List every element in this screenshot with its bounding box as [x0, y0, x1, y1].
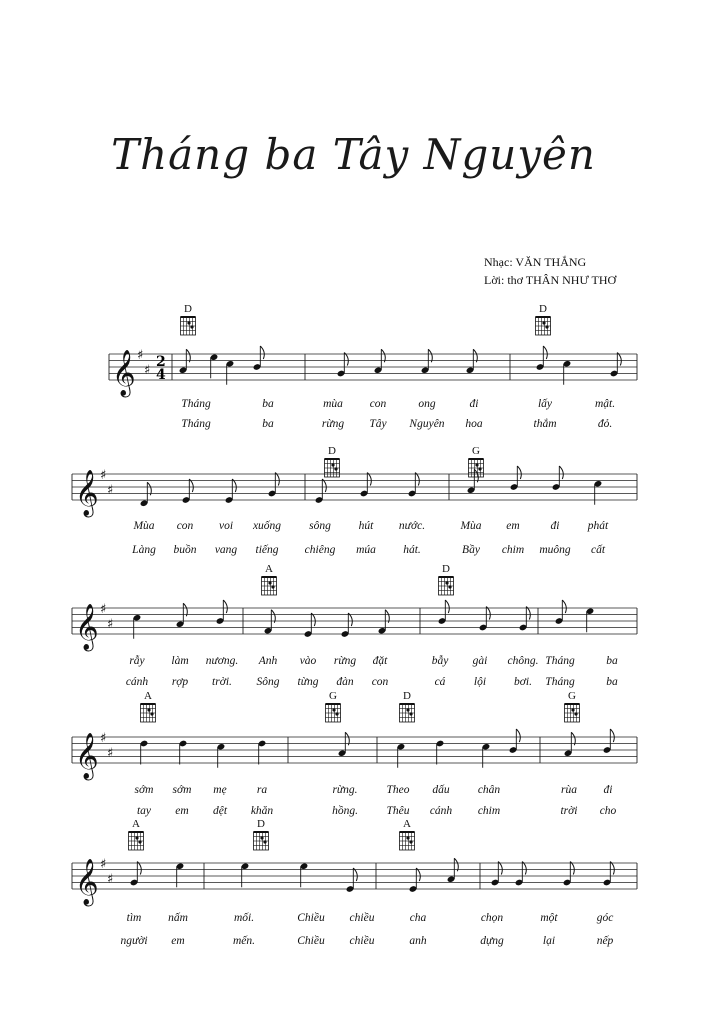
sharp-icon: ♯: [100, 468, 107, 483]
staff-system-5: [72, 832, 637, 907]
lyric-syllable: Sông: [256, 676, 280, 688]
treble-clef-icon: 𝄞: [75, 733, 99, 779]
lyric-syllable: Nguyên: [409, 418, 445, 430]
lyric-syllable: khăn: [250, 805, 274, 817]
lyric-syllable: con: [371, 676, 389, 688]
lyric-syllable: từng: [297, 676, 319, 688]
note-flag: [275, 473, 279, 486]
lyric-syllable: cánh: [125, 676, 149, 688]
chord-name: G: [568, 690, 576, 702]
song-title: Tháng ba Tây Nguyên: [111, 130, 596, 179]
note-flag: [311, 613, 315, 626]
lyric-syllable: ba: [606, 676, 618, 688]
time-signature-bottom: 4: [156, 367, 166, 383]
lyric-syllable: tìm: [126, 912, 142, 924]
sharp-icon: ♯: [107, 482, 114, 498]
lyric-syllable: tay: [136, 805, 152, 817]
lyric-syllable: Mùa: [133, 520, 155, 532]
chord-name: G: [329, 690, 337, 702]
lyric-syllable: hút: [358, 520, 374, 532]
lyric-syllable: bơi.: [514, 676, 532, 688]
lyric-syllable: hồng.: [332, 805, 358, 817]
treble-clef-icon: 𝄞: [75, 470, 99, 516]
note-flag: [416, 868, 420, 881]
note-flag: [517, 466, 521, 479]
chord-name: A: [403, 818, 411, 830]
lyric-syllable: dấu: [432, 784, 450, 796]
sharp-icon: ♯: [100, 857, 107, 872]
lyric-syllable: sớm: [172, 784, 192, 796]
time-signature-top: 2: [156, 354, 166, 370]
lyric-syllable: đi: [469, 398, 479, 410]
sharp-icon: ♯: [100, 731, 107, 746]
lyric-syllable: mối.: [233, 912, 255, 924]
lyric-syllable: Tháng: [545, 655, 575, 667]
lyric-syllable: ba: [262, 418, 274, 430]
chord-name: A: [132, 818, 140, 830]
lyric-syllable: muông: [539, 544, 571, 556]
note-flag: [562, 600, 566, 613]
lyric-syllable: nước.: [398, 520, 426, 532]
chord-name: A: [144, 690, 152, 702]
chord-diagram-icon: [129, 832, 144, 850]
note-flag: [260, 346, 264, 359]
chord-diagram-icon: [565, 704, 580, 722]
lyric-syllable: tiếng: [255, 544, 279, 556]
lyric-syllable: ong: [418, 398, 436, 410]
lyric-syllable: cha: [409, 912, 427, 924]
lyric-syllable: Tây: [369, 418, 387, 430]
chord-diagram-icon: [262, 577, 277, 595]
lyric-syllable: bẫy: [431, 655, 449, 667]
lyric-syllable: hát.: [403, 544, 421, 556]
lyric-syllable: sớm: [134, 784, 154, 796]
lyric-syllable: đi: [603, 784, 613, 796]
lyric-syllable: Làng: [132, 544, 156, 556]
lyric-syllable: vang: [214, 544, 238, 556]
note-flag: [498, 862, 502, 875]
lyric-syllable: em: [506, 520, 520, 532]
lyric-syllable: xuống: [252, 520, 282, 532]
lyric-syllable: chim: [501, 544, 525, 556]
staff-system-3: [72, 577, 637, 652]
lyric-syllable: nấm: [168, 912, 188, 924]
lyric-syllable: Tháng: [545, 676, 575, 688]
chord-diagram-icon: [141, 704, 156, 722]
chord-name: D: [539, 303, 547, 315]
lyric-syllable: Thêu: [386, 805, 410, 817]
lyric-syllable: nương.: [205, 655, 239, 667]
lyric-syllable: đỏ.: [597, 418, 613, 430]
lyric-syllable: chông.: [507, 655, 539, 667]
chord-name: D: [184, 303, 192, 315]
lyric-syllable: con: [176, 520, 194, 532]
lyric-syllable: hoa: [465, 418, 483, 430]
treble-clef-icon: 𝄞: [75, 859, 99, 905]
lyric-syllable: chiều: [349, 935, 375, 947]
lyric-syllable: lội: [473, 676, 487, 688]
lyric-syllable: Bầy: [462, 544, 480, 556]
chord-diagram-icon: [400, 704, 415, 722]
lyric-syllable: rợp: [171, 676, 189, 688]
note-flag: [522, 862, 526, 875]
chord-name: G: [472, 445, 480, 457]
lyric-syllable: làm: [171, 655, 189, 667]
note-flag: [610, 729, 614, 742]
note-flag: [610, 862, 614, 875]
lyric-syllable: phát: [587, 520, 609, 532]
lyric-syllable: ra: [256, 784, 268, 796]
note-flag: [189, 479, 193, 492]
treble-clef-icon: 𝄞: [112, 350, 136, 396]
note-flag: [570, 862, 574, 875]
lyric-syllable: đi: [550, 520, 560, 532]
lyric-syllable: em: [171, 935, 185, 947]
sharp-icon: ♯: [137, 348, 144, 363]
lyric-syllable: Anh: [258, 655, 278, 667]
lyric-syllable: trời: [560, 805, 578, 817]
lyric-syllable: cho: [599, 805, 617, 817]
lyric-syllable: Chiều: [297, 935, 325, 947]
lyric-syllable: sông: [309, 520, 331, 532]
lyric-syllable: trời.: [212, 676, 232, 688]
chord-diagram-icon: [536, 317, 551, 335]
lyric-syllable: ba: [262, 398, 274, 410]
lyric-syllable: mật.: [594, 398, 616, 410]
lyric-syllable: rừng: [321, 418, 345, 430]
lyric-syllable: con: [369, 398, 387, 410]
staff-system-2: [72, 459, 637, 518]
lyric-syllable: đàn: [336, 676, 354, 688]
lyric-syllable: nếp: [596, 935, 614, 947]
music-credit: Nhạc: VĂN THẮNG: [484, 255, 587, 269]
lyric-syllable: Theo: [386, 784, 410, 796]
lyric-syllable: rừng.: [332, 784, 358, 796]
lyric-syllable: em: [175, 805, 189, 817]
lyric-syllable: gài: [472, 655, 488, 667]
lyric-syllable: buồn: [173, 544, 197, 556]
note-flag: [232, 479, 236, 492]
note-flag: [367, 473, 371, 486]
lyric-syllable: Chiều: [297, 912, 325, 924]
lyrics-credit: Lời: thơ THÂN NHƯ THƠ: [484, 273, 617, 287]
note-flag: [516, 729, 520, 742]
note-flag: [223, 600, 227, 613]
chord-name: D: [442, 563, 450, 575]
lyric-syllable: dựng: [480, 935, 504, 947]
lyric-syllable: cất: [590, 544, 606, 556]
lyric-syllable: cá: [434, 676, 446, 688]
sharp-icon: ♯: [107, 616, 114, 632]
staff-system-4: [72, 704, 637, 781]
chord-diagram-icon: [181, 317, 196, 335]
lyric-syllable: thắm: [533, 418, 557, 430]
lyric-syllable: lại: [542, 935, 556, 947]
lyric-syllable: chim: [477, 805, 501, 817]
lyric-syllable: voi: [218, 520, 234, 532]
lyric-syllable: rẫy: [129, 655, 145, 667]
lyric-syllable: cánh: [429, 805, 453, 817]
note-flag: [486, 607, 490, 620]
chord-name: D: [328, 445, 336, 457]
lyric-syllable: chọn: [480, 912, 504, 924]
chord-diagram-icon: [400, 832, 415, 850]
note-flag: [526, 607, 530, 620]
chord-diagram-icon: [254, 832, 269, 850]
note-flag: [617, 353, 621, 366]
sharp-icon: ♯: [107, 871, 114, 887]
lyric-syllable: chân: [477, 784, 501, 796]
note-flag: [559, 466, 563, 479]
lyric-syllable: Tháng: [181, 418, 211, 430]
chord-name: D: [403, 690, 411, 702]
lyric-syllable: Tháng: [181, 398, 211, 410]
chord-diagram-icon: [439, 577, 454, 595]
lyric-syllable: mùa: [323, 398, 343, 410]
lyric-syllable: người: [120, 935, 148, 947]
sharp-icon: ♯: [100, 602, 107, 617]
lyric-syllable: chiều: [349, 912, 375, 924]
note-flag: [415, 473, 419, 486]
note-flag: [322, 479, 326, 492]
chord-name: D: [257, 818, 265, 830]
lyric-syllable: đặt: [372, 655, 388, 667]
note-flag: [543, 346, 547, 359]
lyric-syllable: góc: [596, 912, 614, 924]
staff-system-1: [109, 317, 637, 398]
note-flag: [344, 353, 348, 366]
sharp-icon: ♯: [144, 362, 151, 378]
lyric-syllable: mẹ: [213, 784, 227, 796]
note-flag: [353, 868, 357, 881]
lyric-syllable: Mùa: [460, 520, 482, 532]
lyric-syllable: rùa: [561, 784, 577, 796]
lyric-syllable: vào: [299, 655, 317, 667]
lyric-syllable: lấy: [537, 398, 553, 410]
note-flag: [137, 862, 141, 875]
note-flag: [445, 600, 449, 613]
lyric-syllable: mến.: [232, 935, 256, 947]
chord-name: A: [265, 563, 273, 575]
note-flag: [348, 613, 352, 626]
sharp-icon: ♯: [107, 745, 114, 761]
lyric-syllable: múa: [356, 544, 376, 556]
lyric-syllable: ba: [606, 655, 618, 667]
lyric-syllable: chiêng: [304, 544, 336, 556]
lyric-syllable: một: [540, 912, 558, 924]
lyric-syllable: dệt: [212, 805, 228, 817]
lyric-syllable: rừng: [333, 655, 357, 667]
treble-clef-icon: 𝄞: [75, 604, 99, 650]
lyric-syllable: anh: [409, 935, 427, 947]
chord-diagram-icon: [326, 704, 341, 722]
